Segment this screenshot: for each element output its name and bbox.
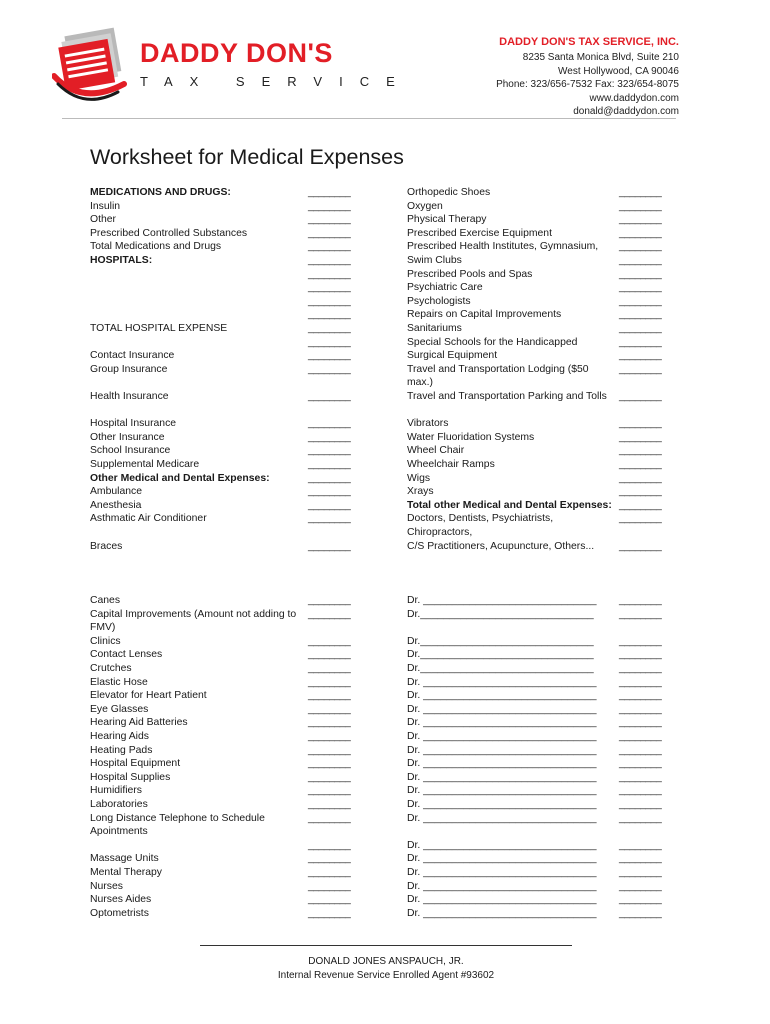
amount-blank[interactable]: ________ [308,295,351,307]
amount-blank[interactable]: ________ [308,472,351,484]
amount-blank[interactable]: ________ [619,839,662,851]
row-label: Ambulance [90,486,142,498]
amount-blank[interactable]: ________ [619,282,662,294]
amount-blank[interactable]: ________ [619,214,662,226]
worksheet-row [407,825,661,839]
amount-blank[interactable]: ________ [619,635,662,647]
amount-blank[interactable]: ________ [308,540,351,552]
preparer-name: DONALD JONES ANSPAUCH, JR. [308,956,464,967]
row-label: Hospital Equipment [90,758,181,770]
worksheet-row [407,812,661,826]
amount-blank[interactable]: ________ [619,608,662,620]
website: www.daddydon.com [589,92,679,104]
worksheet-row [90,281,350,295]
row-label: Total other Medical and Dental Expenses: [407,499,612,511]
amount-blank[interactable]: ________ [308,758,351,770]
amount-blank[interactable]: ________ [308,282,351,294]
worksheet-row [407,608,661,622]
worksheet-row [407,417,661,431]
worksheet-row [90,336,350,350]
worksheet-row [407,730,661,744]
worksheet-row [90,308,350,322]
row-label: Physical Therapy [407,214,487,226]
row-label: Travel and Transportation Lodging ($50 max.) [407,363,589,389]
worksheet-row [407,784,661,798]
amount-blank[interactable]: ________ [619,676,662,688]
row-label: Hearing Aid Batteries [90,717,188,729]
row-label: Asthmatic Air Conditioner [90,513,207,525]
amount-blank[interactable]: ________ [619,445,662,457]
worksheet-row [407,268,661,282]
amount-blank[interactable]: ________ [308,268,351,280]
amount-blank[interactable]: ________ [308,350,351,362]
brand-name: DADDY DON'S [140,38,333,68]
amount-blank[interactable]: ________ [308,200,351,212]
worksheet-row [407,349,661,363]
worksheet-row [407,472,661,486]
worksheet-row [90,268,350,282]
worksheet-row [90,512,350,526]
amount-blank[interactable]: ________ [308,731,351,742]
worksheet-row [90,771,350,785]
amount-blank[interactable]: ________ [619,717,662,729]
row-label: Other Medical and Dental Expenses: [90,472,270,484]
amount-blank[interactable]: ________ [308,907,351,919]
worksheet-row [90,716,350,730]
worksheet-row [407,676,661,690]
amount-blank[interactable]: ________ [308,812,351,824]
amount-blank[interactable]: ________ [308,499,351,511]
company-name: DADDY DON'S TAX SERVICE, INC. [499,36,679,48]
amount-blank[interactable]: ________ [308,771,351,783]
row-label: Dr. ______________________________ [407,867,597,878]
row-label: Massage Units [90,853,159,865]
row-label: Dr. ______________________________ [407,717,597,729]
worksheet-row [407,254,661,268]
worksheet-row [407,485,661,499]
row-label: HOSPITALS: [90,255,153,266]
row-label: Hospital Supplies [90,771,171,783]
amount-blank[interactable]: ________ [619,268,662,280]
worksheet-row [407,295,661,309]
amount-blank[interactable]: ________ [308,663,351,674]
worksheet-row [407,662,661,676]
worksheet-row [90,499,350,513]
row-label: Prescribed Pools and Spas [407,268,533,280]
worksheet-row [407,621,661,635]
row-label: Dr.______________________________ [407,608,594,620]
address-line-2: West Hollywood, CA 90046 [558,65,679,77]
amount-blank[interactable]: ________ [619,255,662,266]
row-label: Prescribed Controlled Substances [90,227,248,239]
company-logo [52,26,412,106]
amount-blank[interactable]: ________ [308,391,351,402]
amount-blank[interactable]: ________ [308,703,351,715]
worksheet-row [90,662,350,676]
row-label: Humidifiers [90,785,142,797]
worksheet-row [90,784,350,798]
amount-blank[interactable]: ________ [308,323,351,334]
row-label: Nurses [90,880,123,892]
row-label: Insulin [90,200,121,212]
document-stack-icon [52,26,134,106]
worksheet-row [90,594,350,608]
worksheet-row [90,431,350,445]
row-label: Dr. ______________________________ [407,690,597,702]
row-label: Wheelchair Ramps [407,459,495,470]
row-label: Dr. ______________________________ [407,676,597,688]
worksheet-row [90,866,350,880]
amount-blank[interactable]: ________ [619,853,662,865]
worksheet-row [90,880,350,894]
row-label: Group Insurance [90,363,168,375]
email: donald@daddydon.com [573,106,679,118]
amount-blank[interactable]: ________ [308,894,351,906]
worksheet-row [90,295,350,309]
amount-blank[interactable]: ________ [308,744,351,756]
worksheet-row [407,893,661,907]
worksheet-row [90,390,350,404]
row-label: Dr. ______________________________ [407,731,597,742]
worksheet-row [407,907,661,921]
row-label: Oxygen [407,200,443,212]
worksheet-row [90,852,350,866]
row-label: Hospital Insurance [90,418,177,430]
worksheet-row [90,635,350,649]
row-label: Eye Glasses [90,703,149,715]
amount-blank[interactable]: ________ [308,608,351,620]
amount-blank[interactable]: ________ [619,513,662,525]
worksheet-row [407,281,661,295]
row-label: Contact Insurance [90,350,175,362]
amount-blank[interactable]: ________ [308,418,351,430]
amount-blank[interactable]: ________ [619,431,662,443]
amount-blank[interactable]: ________ [619,595,662,606]
preparer-credential: Internal Revenue Service Enrolled Agent #93602 [277,970,495,981]
worksheet-row [407,512,661,539]
row-label: Crutches [90,663,132,674]
worksheet-row [407,540,661,554]
row-label: Dr. ______________________________ [407,703,597,715]
worksheet-row [407,648,661,662]
amount-blank[interactable]: ________ [619,200,662,212]
amount-blank[interactable]: ________ [308,445,351,457]
worksheet-row [90,349,350,363]
amount-blank[interactable]: ________ [308,214,351,226]
row-label: Dr. ______________________________ [407,785,597,797]
worksheet-row [407,186,661,200]
worksheet-row [407,757,661,771]
amount-blank[interactable]: ________ [308,241,351,253]
row-label: Repairs on Capital Improvements [407,309,562,321]
row-label: Dr.______________________________ [407,663,594,674]
worksheet-row [90,376,350,390]
row-label: Dr.______________________________ [407,635,594,647]
contact-block [496,36,679,118]
amount-blank[interactable]: ________ [308,459,351,470]
worksheet-row [407,866,661,880]
worksheet-row [407,839,661,853]
amount-blank[interactable]: ________ [308,853,351,865]
row-label: School Insurance [90,445,171,457]
worksheet-row [407,458,661,472]
row-label: Dr. ______________________________ [407,812,597,824]
signature-line [200,945,572,946]
row-label: Nurses Aides [90,894,152,906]
worksheet-row [90,472,350,486]
worksheet-row [407,363,661,390]
row-label: TOTAL HOSPITAL EXPENSE [90,323,228,334]
amount-blank[interactable]: ________ [308,486,351,498]
amount-blank[interactable]: ________ [619,649,662,661]
amount-blank[interactable]: ________ [308,227,351,239]
amount-blank[interactable]: ________ [308,717,351,729]
row-label: Contact Lenses [90,649,163,661]
worksheet-row [407,322,661,336]
amount-blank[interactable]: ________ [308,187,351,198]
row-label: Xrays [407,486,434,498]
amount-blank[interactable]: ________ [619,486,662,498]
worksheet-row [90,839,350,853]
row-label: Laboratories [90,799,148,810]
row-label: Braces [90,540,123,552]
amount-blank[interactable]: ________ [619,785,662,797]
row-label: Dr. ______________________________ [407,771,597,783]
row-label: Dr.______________________________ [407,649,594,661]
worksheet-row [407,771,661,785]
worksheet-row [90,580,350,594]
worksheet-row [90,485,350,499]
amount-blank[interactable]: ________ [308,676,351,688]
worksheet-row [407,499,661,513]
amount-blank[interactable]: ________ [619,867,662,878]
worksheet-row [407,227,661,241]
phone-fax: Phone: 323/656-7532 Fax: 323/654-8075 [496,79,679,91]
worksheet-row [90,363,350,377]
address-line-1: 8235 Santa Monica Blvd, Suite 210 [522,52,679,64]
worksheet-row [90,240,350,254]
amount-blank[interactable]: ________ [308,595,351,606]
worksheet-row [90,812,350,839]
amount-blank[interactable]: ________ [619,771,662,783]
worksheet-row [407,852,661,866]
amount-blank[interactable]: ________ [308,880,351,892]
worksheet-row [90,744,350,758]
amount-blank[interactable]: ________ [308,635,351,647]
worksheet-row [407,580,661,594]
amount-blank[interactable]: ________ [619,703,662,715]
worksheet-row [407,689,661,703]
row-label: Canes [90,595,121,606]
amount-blank[interactable]: ________ [308,785,351,797]
row-label: Elastic Hose [90,676,148,688]
amount-blank[interactable]: ________ [308,363,351,375]
amount-blank[interactable]: ________ [619,336,662,348]
row-label: Psychologists [407,295,471,307]
row-label: Orthopedic Shoes [407,187,491,198]
row-label: Swim Clubs [407,255,462,266]
footer [200,955,572,983]
row-label: C/S Practitioners, Acupuncture, Others... [407,540,595,552]
amount-blank[interactable]: ________ [619,690,662,702]
row-label: Optometrists [90,907,149,919]
worksheet-row [90,648,350,662]
amount-blank[interactable]: ________ [619,418,662,430]
worksheet-row [407,744,661,758]
amount-blank[interactable]: ________ [619,241,662,253]
worksheet-row [407,553,661,567]
row-label: MEDICATIONS AND DRUGS: [90,187,231,198]
row-label: Total Medications and Drugs [90,241,222,253]
amount-blank[interactable]: ________ [619,472,662,484]
row-label: Surgical Equipment [407,350,498,362]
worksheet-row [407,798,661,812]
brand-tagline: TAX SERVICE [140,74,412,89]
worksheet-row [90,907,350,921]
header-divider [62,118,676,119]
worksheet-row [90,186,350,200]
row-label: Dr. ______________________________ [407,839,597,851]
amount-blank[interactable]: ________ [308,336,351,348]
row-label: Psychiatric Care [407,282,483,294]
worksheet-row [90,254,350,268]
row-label: Supplemental Medicare [90,459,200,470]
row-label: Other Insurance [90,431,165,443]
amount-blank[interactable]: ________ [619,540,662,552]
amount-blank[interactable]: ________ [308,839,351,851]
row-label: Travel and Transportation Parking and Tolls [407,391,607,402]
amount-blank[interactable]: ________ [619,350,662,362]
amount-blank[interactable]: ________ [619,731,662,742]
amount-blank[interactable]: ________ [619,295,662,307]
amount-blank[interactable]: ________ [619,880,662,892]
worksheet-row [90,540,350,554]
amount-blank[interactable]: ________ [308,255,351,266]
worksheet-row [407,308,661,322]
row-label: Hearing Aids [90,731,149,742]
amount-blank[interactable]: ________ [619,907,662,919]
worksheet-row [407,390,661,417]
page-title: Worksheet for Medical Expenses [90,145,404,169]
amount-blank[interactable]: ________ [619,812,662,824]
worksheet-row [407,567,661,581]
worksheet-row [90,200,350,214]
worksheet-row [407,336,661,350]
row-label: Mental Therapy [90,867,163,878]
worksheet-row [90,417,350,431]
row-label: Prescribed Exercise Equipment [407,227,552,239]
row-label: Long Distance Telephone to Schedule Apointments [90,812,265,838]
amount-blank[interactable]: ________ [308,799,351,810]
row-label: Dr. ______________________________ [407,595,597,606]
worksheet-row [90,404,350,418]
row-label: Dr. ______________________________ [407,744,597,756]
amount-blank[interactable]: ________ [619,187,662,198]
worksheet-row [90,227,350,241]
row-label: Heating Pads [90,744,153,756]
worksheet-row [90,757,350,771]
amount-blank[interactable]: ________ [619,459,662,470]
row-label: Other [90,214,116,226]
worksheet-row [90,567,350,581]
amount-blank[interactable]: ________ [308,513,351,525]
amount-blank[interactable]: ________ [619,744,662,756]
worksheet-row [90,458,350,472]
row-label: Wheel Chair [407,445,465,457]
row-label: Dr. ______________________________ [407,853,597,865]
row-label: Prescribed Health Institutes, Gymnasium, [407,241,599,253]
amount-blank[interactable]: ________ [308,309,351,321]
amount-blank[interactable]: ________ [308,649,351,661]
worksheet-row [90,798,350,812]
amount-blank[interactable]: ________ [619,309,662,321]
row-label: Elevator for Heart Patient [90,690,207,702]
row-label: Special Schools for the Handicapped [407,336,578,348]
worksheet-row [90,676,350,690]
row-label: Dr. ______________________________ [407,758,597,770]
row-label: Capital Improvements (Amount not adding to FMV) [90,608,297,634]
row-label: Dr. ______________________________ [407,799,597,810]
row-label: Clinics [90,635,121,647]
amount-blank[interactable]: ________ [619,663,662,674]
row-label: Dr. ______________________________ [407,880,597,892]
worksheet-row [90,689,350,703]
amount-blank[interactable]: ________ [619,758,662,770]
amount-blank[interactable]: ________ [308,690,351,702]
worksheet-row [90,553,350,567]
worksheet-row [90,730,350,744]
amount-blank[interactable]: ________ [619,391,662,402]
worksheet-row [407,240,661,254]
worksheet-row [407,880,661,894]
worksheet-row [90,526,350,540]
worksheet-row [407,594,661,608]
row-label: Wigs [407,472,431,484]
row-label: Doctors, Dentists, Psychiatrists, Chiropractors, [407,513,554,538]
worksheet-row [90,608,350,635]
worksheet-row [90,893,350,907]
worksheet-row [407,444,661,458]
amount-blank[interactable]: ________ [619,499,662,511]
worksheet-row [407,431,661,445]
row-label: Health Insurance [90,391,169,402]
row-label: Sanitariums [407,323,462,334]
amount-blank[interactable]: ________ [308,431,351,443]
amount-blank[interactable]: ________ [619,799,662,810]
worksheet-row [407,213,661,227]
amount-blank[interactable]: ________ [308,867,351,878]
row-label: Dr. ______________________________ [407,894,597,906]
worksheet-row [407,716,661,730]
worksheet-row [90,444,350,458]
worksheet-row [407,200,661,214]
amount-blank[interactable]: ________ [619,323,662,334]
row-label: Dr. ______________________________ [407,907,597,919]
worksheet-row [407,703,661,717]
worksheet-row [407,635,661,649]
row-label: Vibrators [407,418,449,430]
amount-blank[interactable]: ________ [619,894,662,906]
row-label: Water Fluoridation Systems [407,431,535,443]
worksheet-row [90,213,350,227]
row-label: Anesthesia [90,499,142,511]
amount-blank[interactable]: ________ [619,363,662,375]
amount-blank[interactable]: ________ [619,227,662,239]
worksheet-row [90,322,350,336]
worksheet-row [90,703,350,717]
